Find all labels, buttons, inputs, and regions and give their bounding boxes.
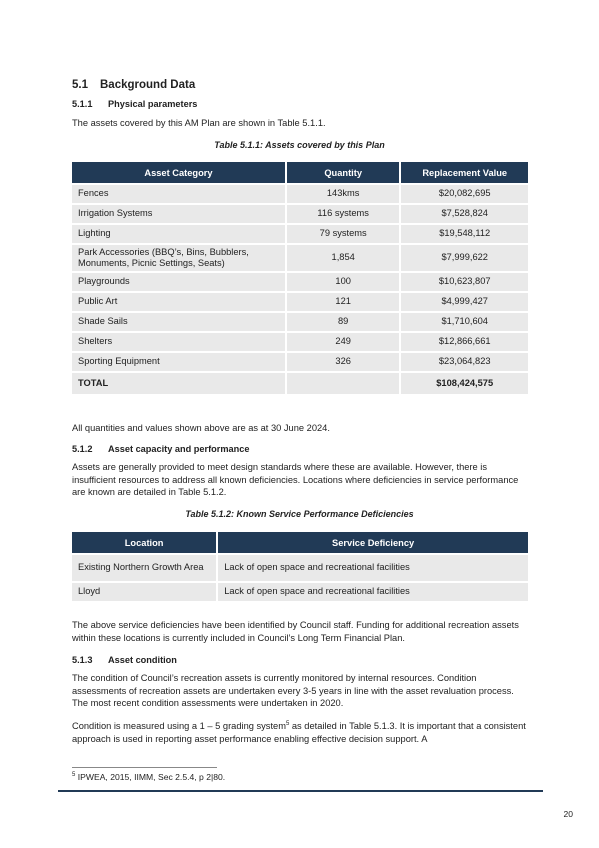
table-cell: 1,854 [287, 245, 399, 271]
section-heading: 5.1 Background Data [72, 79, 196, 91]
intro-text: The assets covered by this AM Plan are shown in Table 5.1.1. [72, 118, 326, 128]
deficiencies-followup: The above service deficiencies have been identified by Council staff. Funding for additional recreation assets within these locations is currently included in Council’s Long Term Financial Plan. [72, 620, 519, 643]
page-number: 20 [563, 809, 573, 819]
table-cell: 100 [287, 273, 399, 291]
table-cell: $12,866,661 [401, 333, 528, 351]
table-row [72, 583, 528, 601]
table-cell: Shelters [72, 333, 285, 351]
table-row [72, 353, 528, 371]
table-cell: $19,548,112 [401, 225, 528, 243]
table-cell: Lack of open space and recreational facilities [218, 583, 528, 601]
table-cell: $10,623,807 [401, 273, 528, 291]
deficiencies-table [70, 530, 530, 603]
table-cell: Sporting Equipment [72, 353, 285, 371]
table-header-cell: Location [72, 532, 216, 553]
table-cell: Lloyd [72, 583, 216, 601]
table-cell: Public Art [72, 293, 285, 311]
subsection-heading-capacity: 5.1.2 Asset capacity and performance [72, 444, 250, 454]
table-header-cell: Service Deficiency [218, 532, 528, 553]
table-cell: $23,064,823 [401, 353, 528, 371]
table-row [72, 205, 528, 223]
table1-note: All quantities and values shown above are as at 30 June 2024. [72, 423, 330, 433]
subsection-heading-physical: 5.1.1 Physical parameters [72, 99, 198, 109]
capacity-paragraph: Assets are generally provided to meet design standards where these are available. However, there is insufficient resources to address all known deficiencies. Locations where deficiencies in service performance are known are detailed in Table 5.1.2. [72, 462, 519, 497]
footnote: $^5$ IPWEA, 2015, IIMM, Sec 2.5.4, p 2|80. [72, 772, 226, 782]
table-cell: 89 [287, 313, 399, 331]
condition-paragraph-1: The condition of Council’s recreation assets is currently monitored by internal resources. Condition assessments of recreation assets are undertaken every 3-5 years in line with the asset revaluation process. The most recent condition assessments were undertaken in 2020. [72, 673, 514, 708]
table-cell: 143kms [287, 185, 399, 203]
table2-caption: Table 5.1.2: Known Service Performance Deficiencies [185, 509, 414, 519]
table-cell: 326 [287, 353, 399, 371]
table-cell: Irrigation Systems [72, 205, 285, 223]
table-header-cell: Asset Category [72, 162, 285, 183]
total-value: $108,424,575 [401, 373, 528, 394]
table-cell: Fences [72, 185, 285, 203]
table1-caption: Table 5.1.1: Assets covered by this Plan [214, 140, 385, 150]
table-cell: 79 systems [287, 225, 399, 243]
table-cell: $1,710,604 [401, 313, 528, 331]
footer-divider [58, 790, 543, 792]
table-cell: $7,528,824 [401, 205, 528, 223]
table-cell: 121 [287, 293, 399, 311]
condition-paragraph-2: Condition is measured using a 1 – 5 grading system$^5$ as detailed in Table 5.1.3. It is important that a consistent approach is used in reporting asset performance enabling effective decision support. A [72, 721, 526, 744]
table-cell: Park Accessories (BBQ’s, Bins, Bubblers, Monuments, Picnic Settings, Seats) [72, 245, 285, 271]
table-cell: $20,082,695 [401, 185, 528, 203]
table-cell: 249 [287, 333, 399, 351]
table-row [72, 245, 528, 271]
table-header-row [72, 532, 528, 553]
table-row [72, 555, 528, 581]
table-header-cell: Replacement Value [401, 162, 528, 183]
table-cell: 116 systems [287, 205, 399, 223]
table-row [72, 273, 528, 291]
table-row [72, 313, 528, 331]
assets-table [70, 160, 530, 396]
table-cell [287, 373, 399, 394]
table-header-cell: Quantity [287, 162, 399, 183]
table-row [72, 185, 528, 203]
table-cell: $4,999,427 [401, 293, 528, 311]
table-total-row [72, 373, 528, 394]
table-cell: Existing Northern Growth Area [72, 555, 216, 581]
footnote-divider [72, 767, 217, 768]
subsection-heading-condition: 5.1.3 Asset condition [72, 655, 177, 665]
table-header-row [72, 162, 528, 183]
table-row [72, 293, 528, 311]
table-cell: Lighting [72, 225, 285, 243]
total-label: TOTAL [72, 373, 285, 394]
table-row [72, 333, 528, 351]
table-row [72, 225, 528, 243]
table-cell: $7,999,622 [401, 245, 528, 271]
table-cell: Playgrounds [72, 273, 285, 291]
footnote-reference: 5 [285, 721, 290, 727]
table-cell: Shade Sails [72, 313, 285, 331]
table-cell: Lack of open space and recreational facilities [218, 555, 528, 581]
